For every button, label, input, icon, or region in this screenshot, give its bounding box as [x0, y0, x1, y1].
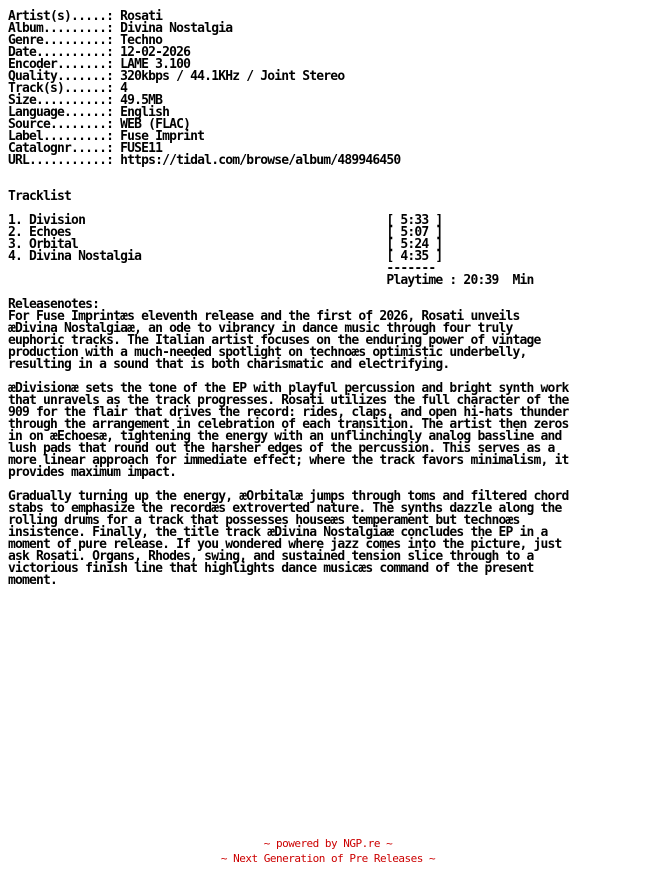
releasenotes-paragraph-3: Gradually turning up the energy, æOrbitalæ jumps through toms and filtered chord stabs to emphasize the recordæs extroverted nature. The synths dazzle along the rolling drums for a track that possesses houseæs temperament but technoæs insistence. Finally, the title track æDivina Nostalgiaæ concludes the EP in a moment of pure release. If you wondered where jazz comes into the picture, just ask Rosati. Organs, Rhodes, swing, and sustained tension slice through to a victorious finish line that highlights dance musicæs command of the present moment. [8, 489, 569, 588]
releasenotes-paragraph-2: æDivisionæ sets the tone of the EP with playful percussion and bright synth work that unravels as the track progresses. Rosati utilizes the full character of the 909 for the flair that drives the record: rides, claps, and open hi-hats thunder through the arrangement in celebration of each transition. The artist then zeros in on æEchoesæ, tightening the energy with an unflinchingly analog bassline and lush pads that round out the harsher edges of the percussion. This serves as a more linear approach for immediate effect; where the track favors minimalism, it provides maximum impact. [8, 381, 569, 480]
tracklist-heading: Tracklist [8, 189, 72, 204]
releasenotes-paragraph-1: For Fuse Imprintæs eleventh release and the first of 2026, Rosati unveils æDivina Nostalgiaæ, an ode to vibrancy in dance music through four truly euphoric tracks. The Italian artist focuses on the enduring power of vintage production with a much-needed spotlight on technoæs optimistic underbelly, resulting in a sound that is both charismatic and electrifying. [8, 309, 541, 372]
footer-tagline: ~ Next Generation of Pre Releases ~ [220, 852, 436, 865]
tracklist: 1. Division [ 5:33 ] 2. Echoes [ 5:07 ] 3. Orbital [ 5:24 ] 4. Divina Nostalgia [ 4:35 ] ------- Playtime : 20:39 Min [8, 213, 534, 288]
nfo-text [8, 11, 569, 587]
footer [0, 836, 656, 866]
releasenotes-heading: Releasenotes: [8, 297, 100, 312]
footer-powered-by: ~ powered by NGP.re ~ [263, 837, 393, 850]
release-info-block: Artist(s).....: Rosati Album.........: Divina Nostalgia Genre.........: Techno Date..........: 12-02-2026 Encoder.......: LAME 3.100 Quality.......: 320kbps / 44.1KHz / Joint Stereo Track(s)......: 4 Size..........: 49.5MB Language......: English Source........: WEB (FLAC) Label.........: Fuse Imprint Catalognr.....: FUSE11 URL...........: https://tidal.com/browse/album/489946450 [8, 9, 401, 168]
